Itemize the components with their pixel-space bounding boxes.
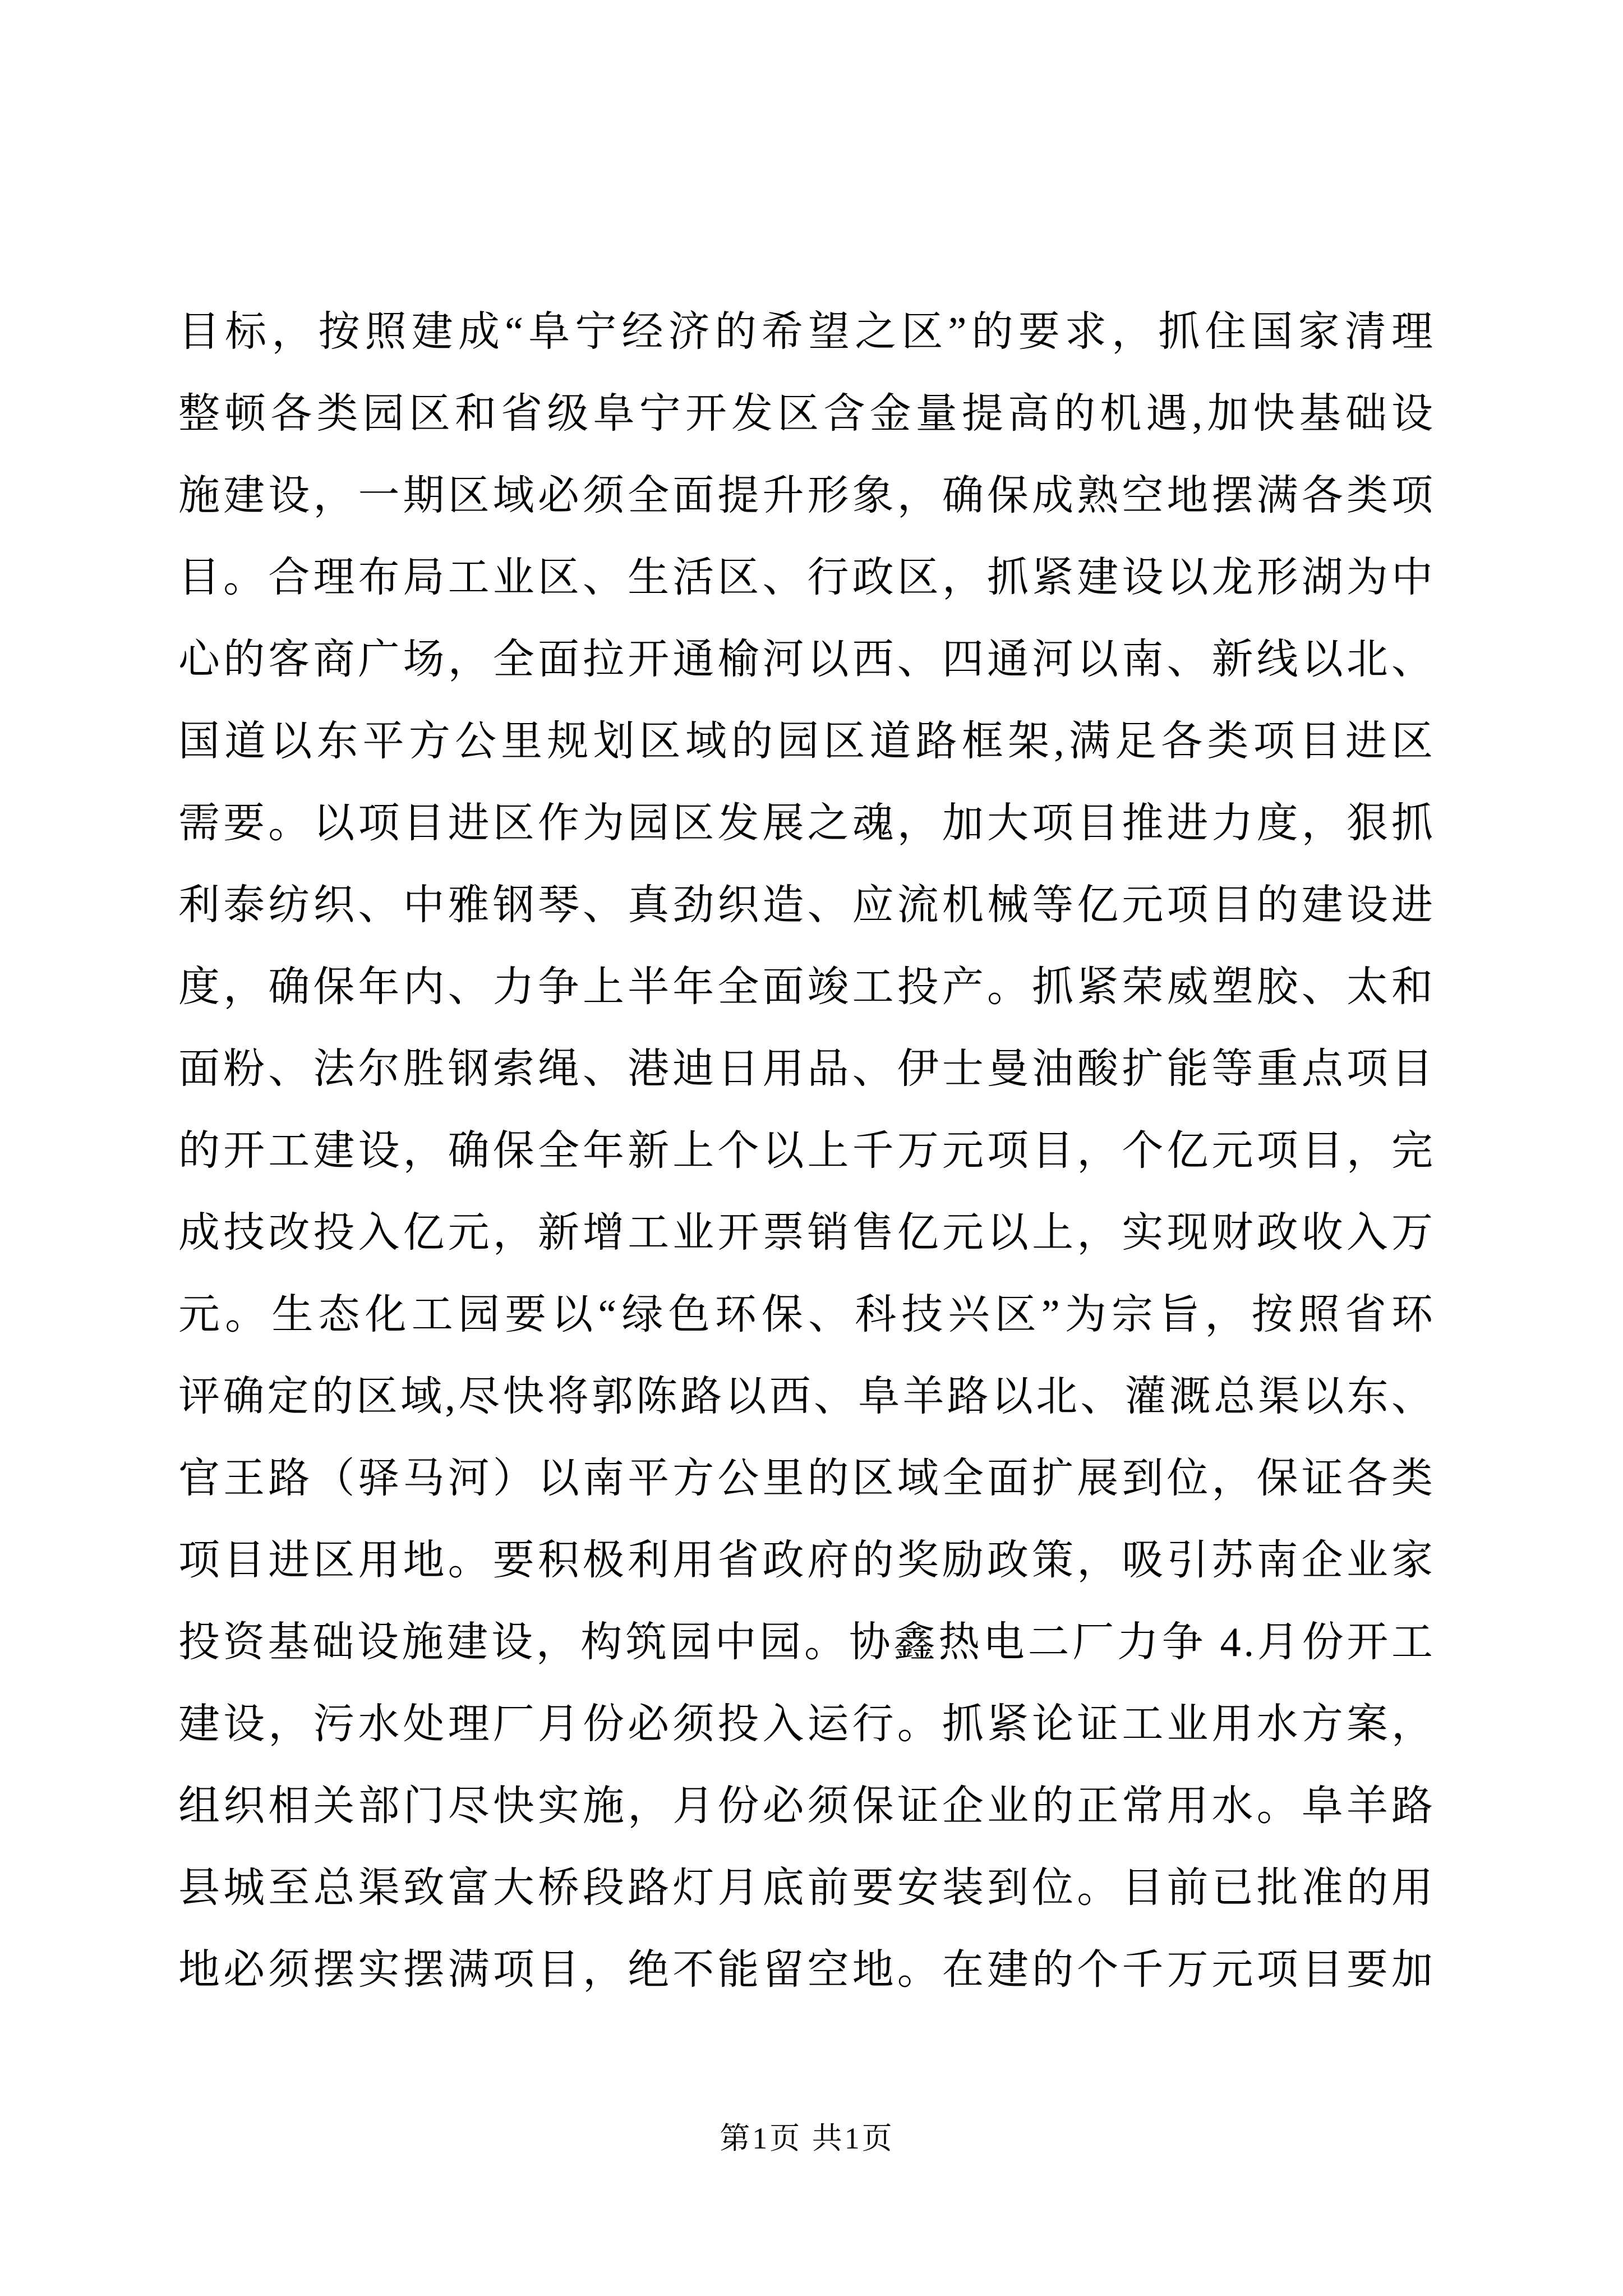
text-line: 地必须摆实摆满项目，绝不能留空地。在建的个千万元项目要加	[178, 1947, 1436, 1993]
text-line: 施建设，一期区域必须全面提升形象，确保成熟空地摆满各类项	[178, 473, 1436, 519]
text-line: 成技改投入亿元，新增工业开票销售亿元以上，实现财政收入万	[178, 1210, 1436, 1256]
text-line: 整顿各类园区和省级阜宁开发区含金量提高的机遇,加快基础设	[178, 391, 1436, 437]
text-line: 评确定的区域,尽快将郭陈路以西、阜羊路以北、灌溉总渠以东、	[178, 1374, 1436, 1420]
text-line: 目。合理布局工业区、生活区、行政区，抓紧建设以龙形湖为中	[178, 555, 1436, 601]
text-line: 项目进区用地。要积极利用省政府的奖励政策，吸引苏南企业家	[178, 1538, 1436, 1584]
text-line: 目标，按照建成“阜宁经济的希望之区”的要求，抓住国家清理	[178, 309, 1436, 355]
text-line: 组织相关部门尽快实施，月份必须保证企业的正常用水。阜羊路	[178, 1783, 1436, 1829]
text-line: 建设，污水处理厂月份必须投入运行。抓紧论证工业用水方案，	[178, 1701, 1436, 1747]
text-line: 官王路（驿马河）以南平方公里的区域全面扩展到位，保证各类	[178, 1456, 1436, 1502]
text-line: 县城至总渠致富大桥段路灯月底前要安装到位。目前已批准的用	[178, 1865, 1436, 1911]
text-line: 的开工建设，确保全年新上个以上千万元项目，个亿元项目，完	[178, 1128, 1436, 1174]
text-line: 心的客商广场，全面拉开通榆河以西、四通河以南、新线以北、	[178, 637, 1436, 683]
text-line: 度，确保年内、力争上半年全面竣工投产。抓紧荣威塑胶、太和	[178, 964, 1436, 1010]
body-text	[178, 291, 1436, 2011]
text-line: 国道以东平方公里规划区域的园区道路框架,满足各类项目进区	[178, 719, 1436, 765]
text-line: 面粉、法尔胜钢索绳、港迪日用品、伊士曼油酸扩能等重点项目	[178, 1046, 1436, 1092]
text-line: 投资基础设施建设，构筑园中园。协鑫热电二厂力争 4.月份开工	[178, 1619, 1436, 1665]
page-footer: 第1页 共1页	[720, 2122, 895, 2155]
text-line: 利泰纺织、中雅钢琴、真劲织造、应流机械等亿元项目的建设进	[178, 882, 1436, 928]
text-line: 元。生态化工园要以“绿色环保、科技兴区”为宗旨，按照省环	[178, 1292, 1436, 1338]
text-line: 需要。以项目进区作为园区发展之魂，加大项目推进力度，狠抓	[178, 800, 1436, 846]
